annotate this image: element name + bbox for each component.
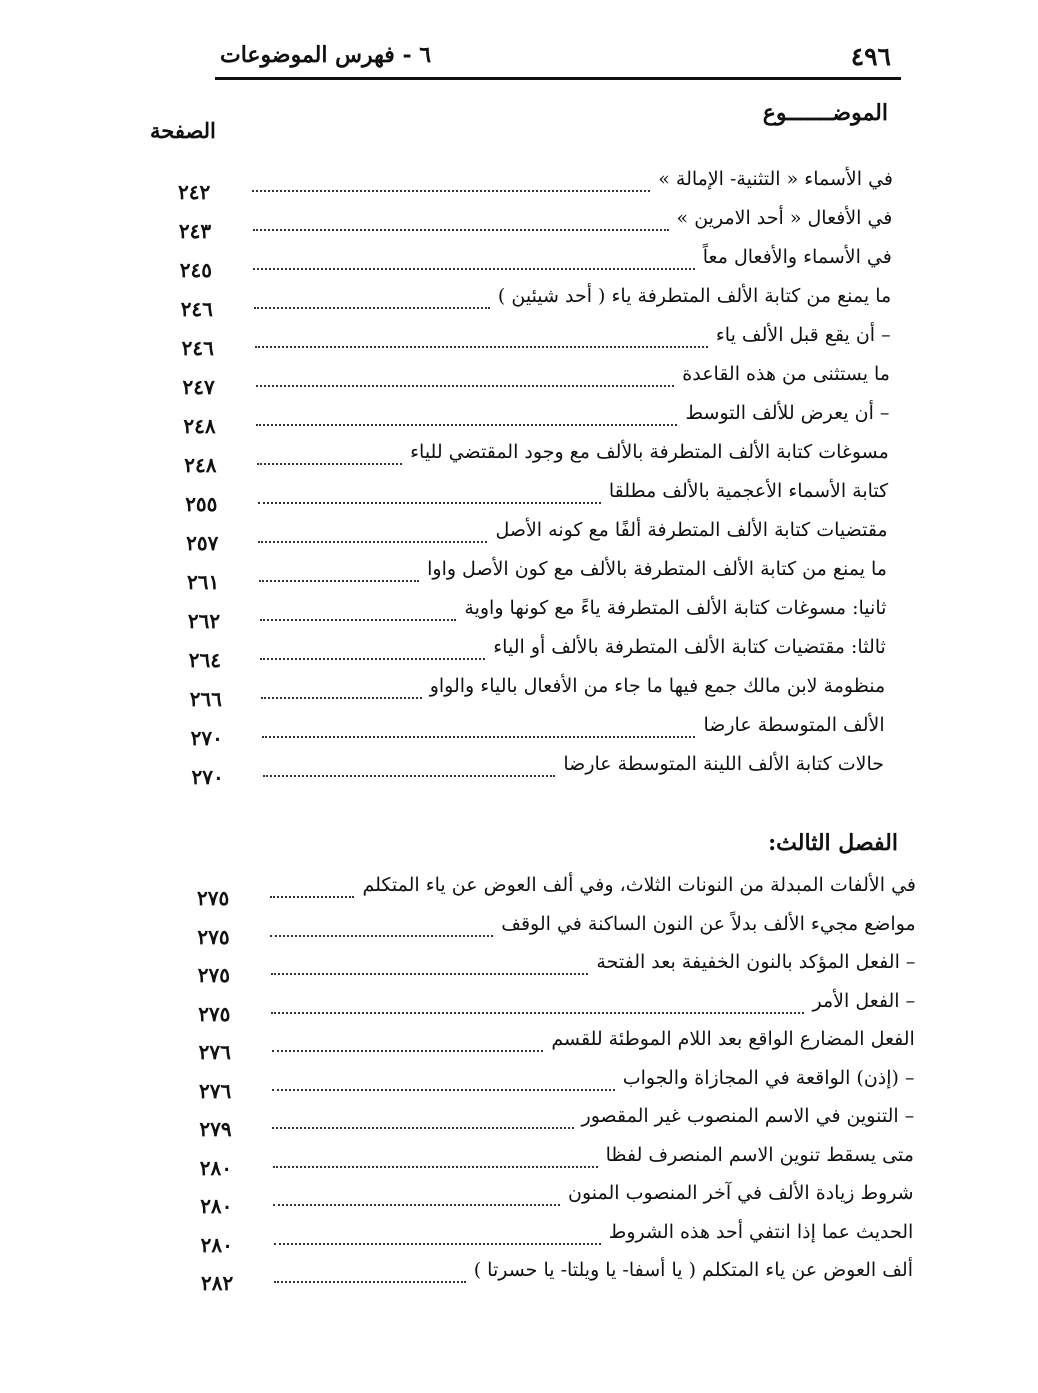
dot-leader bbox=[252, 178, 650, 192]
dot-leader bbox=[271, 1000, 804, 1014]
toc-entry bbox=[0, 240, 1038, 280]
toc-entry-title: مسوغات كتابة الألف المتطرفة بالألف مع وجود المقتضي للياء bbox=[410, 441, 889, 463]
dot-leader bbox=[272, 1115, 573, 1129]
toc-entry-title: متى يسقط تنوين الاسم المنصرف لفظا bbox=[605, 1143, 914, 1166]
dot-leader bbox=[254, 295, 490, 309]
toc-entry-title: في الأفعال « أحد الامرين » bbox=[676, 207, 893, 229]
toc-entry bbox=[0, 907, 1038, 947]
toc-entry-page: ٢٨٢ bbox=[201, 1271, 234, 1295]
toc-entry-title: كتابة الأسماء الأعجمية بالألف مطلقا bbox=[608, 480, 889, 502]
dot-leader bbox=[273, 1154, 598, 1168]
dot-leader bbox=[260, 607, 457, 621]
toc-entry-page: ٢٧٥ bbox=[198, 1001, 231, 1026]
toc-entry-page: ٢٨٠ bbox=[200, 1232, 233, 1257]
toc-entry-title: في الأسماء والأفعال معاً bbox=[702, 246, 892, 268]
toc-entry-page: ٢٧٦ bbox=[199, 1078, 232, 1103]
toc-entry bbox=[0, 1061, 1038, 1101]
toc-entry-title: في الألفات المبدلة من النونات الثلاث، وفي ألف العوض عن ياء المتكلم bbox=[362, 874, 916, 896]
toc-entry bbox=[0, 435, 1038, 475]
toc-entry bbox=[0, 162, 1038, 202]
dot-leader bbox=[272, 1038, 544, 1052]
toc-entry-title: مواضع مجيء الألف بدلاً عن النون الساكنة في الوقف bbox=[501, 912, 916, 935]
dot-leader bbox=[257, 451, 402, 465]
toc-entry-page: ٢٦٤ bbox=[188, 648, 222, 672]
toc-entry bbox=[0, 630, 1038, 670]
toc-entry-title: ما يمنع من كتابة الألف المتطرفة ياء ( أحد شيئين ) bbox=[497, 285, 892, 307]
toc-entry bbox=[0, 357, 1038, 397]
toc-entry-page: ٢٧٥ bbox=[197, 963, 231, 987]
toc-entry bbox=[0, 591, 1038, 631]
toc-entry-title: – الفعل الأمر bbox=[812, 989, 916, 1012]
toc-entry bbox=[0, 868, 1038, 908]
toc-entry-page: ٢٤٨ bbox=[184, 453, 217, 477]
toc-entry-page: ٢٤٣ bbox=[178, 219, 212, 243]
column-header-page: الصفحة bbox=[150, 118, 216, 143]
toc-entry bbox=[0, 747, 1038, 787]
toc-entry-page: ٢٤٦ bbox=[181, 336, 214, 360]
toc-entry-page: ٢٦٦ bbox=[189, 687, 222, 711]
toc-entry bbox=[0, 1253, 1038, 1293]
toc-entry bbox=[0, 1176, 1038, 1216]
dot-leader bbox=[274, 1231, 601, 1245]
toc-entry-page: ٢٤٢ bbox=[178, 180, 211, 204]
toc-entry-title: – أن يقع قبل الألف ياء bbox=[715, 324, 891, 346]
dot-leader bbox=[262, 724, 696, 738]
toc-entry bbox=[0, 669, 1038, 709]
page-number: ٤٩٦ bbox=[850, 42, 891, 71]
dot-leader bbox=[261, 685, 422, 699]
toc-entry bbox=[0, 474, 1038, 514]
toc-entry-title: ألف العوض عن ياء المتكلم ( يا أسفا- يا ويلتا- يا حسرتا ) bbox=[473, 1259, 913, 1281]
dot-leader bbox=[272, 1077, 615, 1091]
dot-leader bbox=[258, 529, 487, 543]
toc-entry-page: ٢٥٥ bbox=[185, 492, 218, 516]
dot-leader bbox=[256, 373, 675, 387]
toc-entry-title: ما يمنع من كتابة الألف المتطرفة بالألف مع كون الأصل واوا bbox=[427, 558, 887, 580]
dot-leader bbox=[255, 334, 708, 348]
toc-entry bbox=[0, 1215, 1038, 1255]
toc-entry-page: ٢٨٠ bbox=[200, 1194, 233, 1218]
toc-entry bbox=[0, 984, 1038, 1024]
dot-leader bbox=[263, 763, 556, 777]
running-title: ٦ - فهرس الموضوعات bbox=[220, 42, 432, 68]
toc-entry-page: ٢٨٠ bbox=[199, 1155, 233, 1180]
toc-entry-title: ثالثا: مقتضيات كتابة الألف المتطرفة بالألف أو الياء bbox=[493, 636, 886, 658]
dot-leader bbox=[259, 568, 419, 582]
section-title: الفصل الثالث: bbox=[768, 830, 898, 856]
toc-entry-title: ما يستثنى من هذه القاعدة bbox=[682, 363, 890, 385]
toc-entry-page: ٢٤٨ bbox=[183, 414, 216, 438]
toc-entry-page: ٢٤٧ bbox=[182, 375, 215, 399]
toc-entry bbox=[0, 513, 1038, 553]
toc-entry-title: منظومة لابن مالك جمع فيها ما جاء من الأفعال بالياء والواو bbox=[429, 675, 886, 697]
dot-leader bbox=[256, 412, 677, 426]
toc-entry-page: ٢٦١ bbox=[187, 570, 220, 594]
toc-entry bbox=[0, 396, 1038, 436]
toc-entry-title: الألف المتوسطة عارضا bbox=[703, 714, 885, 736]
dot-leader bbox=[253, 217, 669, 231]
dot-leader bbox=[260, 646, 485, 660]
column-header-topic: الموضـــــــوع bbox=[762, 100, 888, 126]
toc-entry bbox=[0, 552, 1038, 592]
toc-entry-title: في الأسماء « التثنية- الإمالة » bbox=[658, 168, 893, 190]
toc-entry-page: ٢٧٦ bbox=[198, 1040, 231, 1064]
toc-entry bbox=[0, 1022, 1038, 1062]
toc-entry-page: ٢٤٥ bbox=[179, 258, 213, 282]
dot-leader bbox=[270, 884, 354, 898]
toc-entry-title: ثانيا: مسوغات كتابة الألف المتطرفة ياءً مع كونها واوية bbox=[464, 597, 887, 619]
dot-leader bbox=[271, 961, 589, 975]
dot-leader bbox=[270, 923, 493, 937]
toc-entry-page: ٢٦٢ bbox=[187, 609, 221, 633]
toc-entry-page: ٢٤٦ bbox=[180, 297, 213, 321]
toc-entry-page: ٢٥٧ bbox=[186, 531, 219, 555]
toc-entry bbox=[0, 945, 1038, 985]
toc-entry-title: مقتضيات كتابة الألف المتطرفة ألفًا مع كونه الأصل bbox=[495, 519, 888, 541]
toc-entry-page: ٢٧٠ bbox=[190, 726, 223, 750]
toc-entry-title: حالات كتابة الألف اللينة المتوسطة عارضا bbox=[563, 753, 884, 775]
toc-entry-title: – أن يعرض للألف التوسط bbox=[685, 402, 890, 424]
dot-leader bbox=[274, 1269, 466, 1283]
dot-leader bbox=[273, 1192, 560, 1206]
toc-entry-page: ٢٧٠ bbox=[191, 765, 224, 789]
toc-entry-title: – (إذن) الواقعة في المجازاة والجواب bbox=[622, 1066, 915, 1089]
toc-entry-title: الفعل المضارع الواقع بعد اللام الموطئة للقسم bbox=[551, 1028, 915, 1050]
toc-entry-title: – الفعل المؤكد بالنون الخفيفة بعد الفتحة bbox=[596, 951, 916, 973]
toc-entry bbox=[0, 201, 1038, 241]
toc-entry-title: شروط زيادة الألف في آخر المنصوب المنون bbox=[568, 1182, 914, 1204]
toc-entry bbox=[0, 1138, 1038, 1178]
dot-leader bbox=[253, 256, 694, 270]
toc-entry bbox=[0, 1099, 1038, 1139]
toc-entry-title: – التنوين في الاسم المنصوب غير المقصور bbox=[581, 1105, 915, 1127]
toc-entry-page: ٢٧٥ bbox=[197, 886, 230, 910]
toc-entry-page: ٢٧٩ bbox=[199, 1117, 232, 1141]
dot-leader bbox=[258, 490, 601, 504]
toc-entry bbox=[0, 708, 1038, 748]
toc-entry bbox=[0, 279, 1038, 319]
toc-entry-title: الحديث عما إذا انتفي أحد هذه الشروط bbox=[608, 1220, 914, 1243]
toc-entry-page: ٢٧٥ bbox=[197, 924, 230, 949]
toc-entry bbox=[0, 318, 1038, 358]
